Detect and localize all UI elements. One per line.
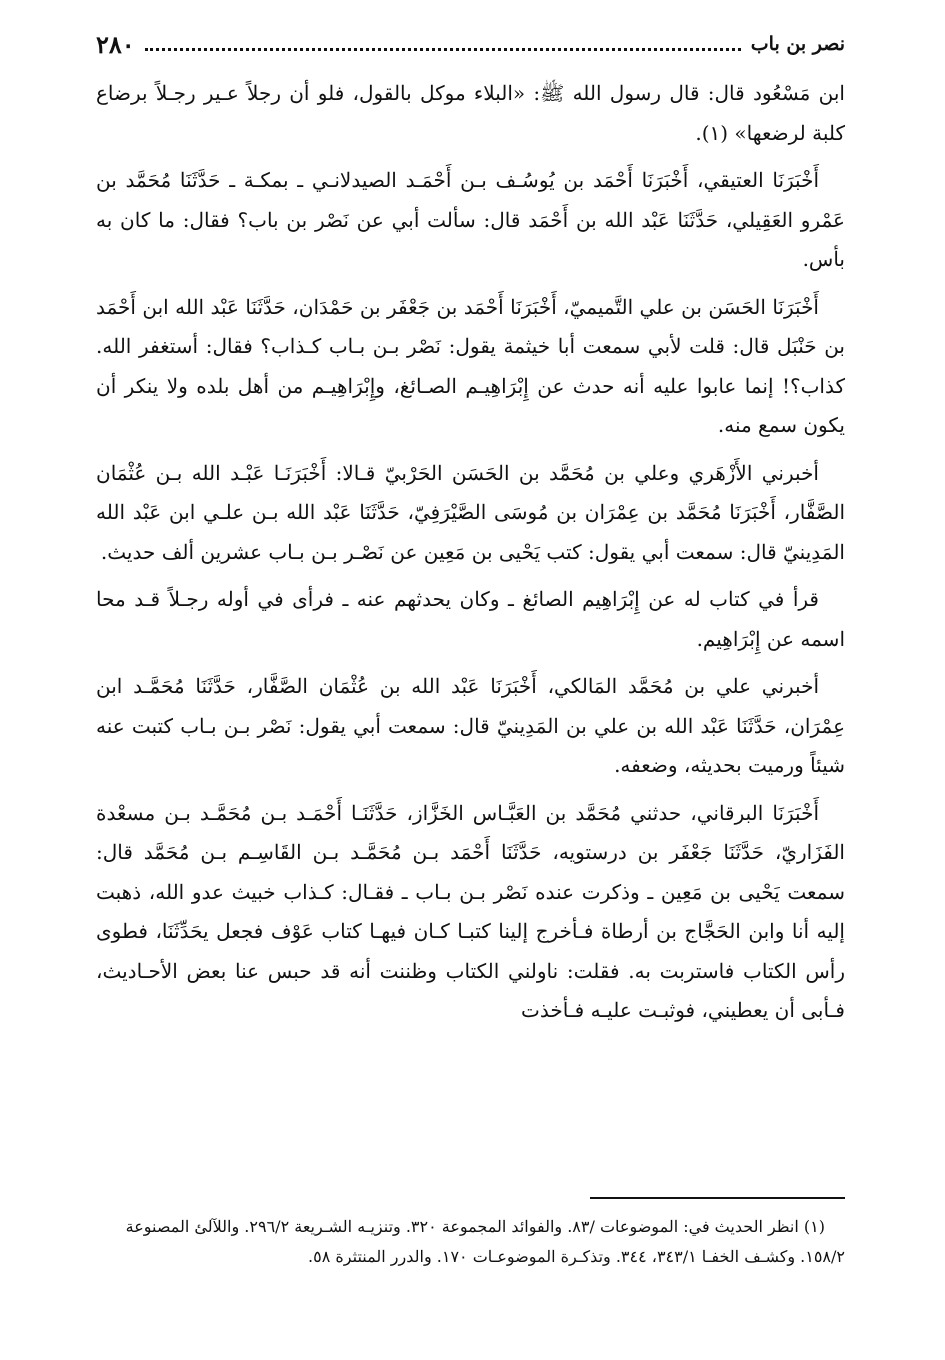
main-text <box>96 74 845 1039</box>
footnote: (١) انظر الحديث في: الموضوعات /٨٣. والفوائد المجموعة ٣٢٠. وتنزيـه الشـريعة ٢٩٦/٢. واللآلئ المصنوعة ١٥٨/٢. وكشـف الخفـا ٣٤٣/١، ٣٤٤. وتذكـرة الموضوعـات ١٧٠. والدرر المنتثرة ٥٨. <box>125 1217 845 1266</box>
paragraph: ابن مَسْعُود قال: قال رسول الله ﷺ: «البلاء موكل بالقول، فلو أن رجلاً عـير رجـلاً برضاع كلبة لرضعها» (١). <box>96 81 845 145</box>
paragraph: أخبرني الأَزْهَري وعلي بن مُحَمَّد بن الحَسَن الحَرْبيّ قـالا: أَخْبَرَنَـا عَبْـد الله بـن عُثْمَان الصَّفَّار، أَخْبَرَنَا مُحَمَّد بن عِمْرَان بن مُوسَى الصَّيْرَفِيّ، حَدَّثَنَا عَبْد الله بـن علـي ابن عَبْد الله المَدِينيّ قال: سمعت أبي يقول: كتب يَحْيى بن مَعِين عن نَصْـر بـن بـاب عشرين ألف حديث. <box>96 460 845 564</box>
page-number: ٢٨٠ <box>96 29 135 59</box>
footnotes <box>96 1212 845 1272</box>
paragraph: أَخْبَرَنَا العتيقي، أَخْبَرَنَا أَحْمَد بن يُوسُـف بـن أَحْمَـد الصيدلانـي ـ بمكـة ـ حَدَّثَنَا مُحَمَّد بن عَمْرو العَقِيلي، حَدَّثَنَا عَبْد الله بن أَحْمَد قال: سألت أبي عن نَصْر بن باب؟ فقال: ما كان به بأس. <box>96 168 845 271</box>
paragraph: أَخْبَرَنَا الحَسَن بن علي التَّميميّ، أَخْبَرَنَا أَحْمَد بن جَعْفَر بن حَمْدَان، حَدَّثَنَا عَبْد الله ابن أَحْمَد بن حَنْبَل قال: قلت لأبي سمعت أبا خيثمة يقول: نَصْر بـن بـاب كـذاب؟ فقال: أستغفر الله. كذاب؟! إنما عابوا عليه أنه حدث عن إِبْرَاهِيـم الصـائغ، وإِبْرَاهِيـم من أهل بلده ولا ينكر أن يكون سمع منه. <box>96 294 846 437</box>
paragraph: أَخْبَرَنَا البرقاني، حدثني مُحَمَّد بن العَبَّـاس الخَزَّاز، حَدَّثَنَـا أَحْمَـد بـن مُحَمَّـد بـن مسعْدة الفَزَاريّ، حَدَّثَنَا جَعْفَر بن درستويه، حَدَّثَنَا أَحْمَد بـن مُحَمَّـد بـن القَاسِـم بـن مُحَمَّد قال: سمعت يَحْيى بن مَعِين ـ وذكرت عنده نَصْر بـن بـاب ـ فقـال: كـذاب خبيث عدو الله، ذهبت إليه أنا وابن الحَجَّاج بن أرطاة فـأخرج إلينا كتبـا كـان فيهـا كتاب عَوْف فجعل يحَدِّثَنَا، فطوى رأس الكتاب فاستربت به. فقلت: ناولني الكتاب وظننت أنه قد حبس عنا بعض الأحـاديث، فـأبى أن يعطيني، فوثبـت عليـه فـأخذت <box>96 800 845 1022</box>
running-title: نصر بن باب <box>750 33 845 55</box>
paragraph: قرأ في كتاب له عن إِبْرَاهِيم الصائغ ـ وكان يحدثهم عنه ـ فرأى في أوله رجـلاً قـد محا اسمه عن إِبْرَاهِيم. <box>96 587 845 651</box>
header-dotted-leader <box>145 48 741 51</box>
paragraph: أخبرني علي بن مُحَمَّد المَالكي، أَخْبَرَنَا عَبْد الله بن عُثْمَان الصَّفَّار، حَدَّثَنَا مُحَمَّـد ابن عِمْرَان، حَدَّثَنَا عَبْد الله بن علي بن المَدِينيّ قال: سمعت أبي يقول: نَصْر بـن بـاب كتبت عنه شيئاً ورميت بحديثه، وضعفه. <box>96 674 845 777</box>
footnote-separator <box>590 1197 845 1199</box>
page-header <box>96 24 845 64</box>
